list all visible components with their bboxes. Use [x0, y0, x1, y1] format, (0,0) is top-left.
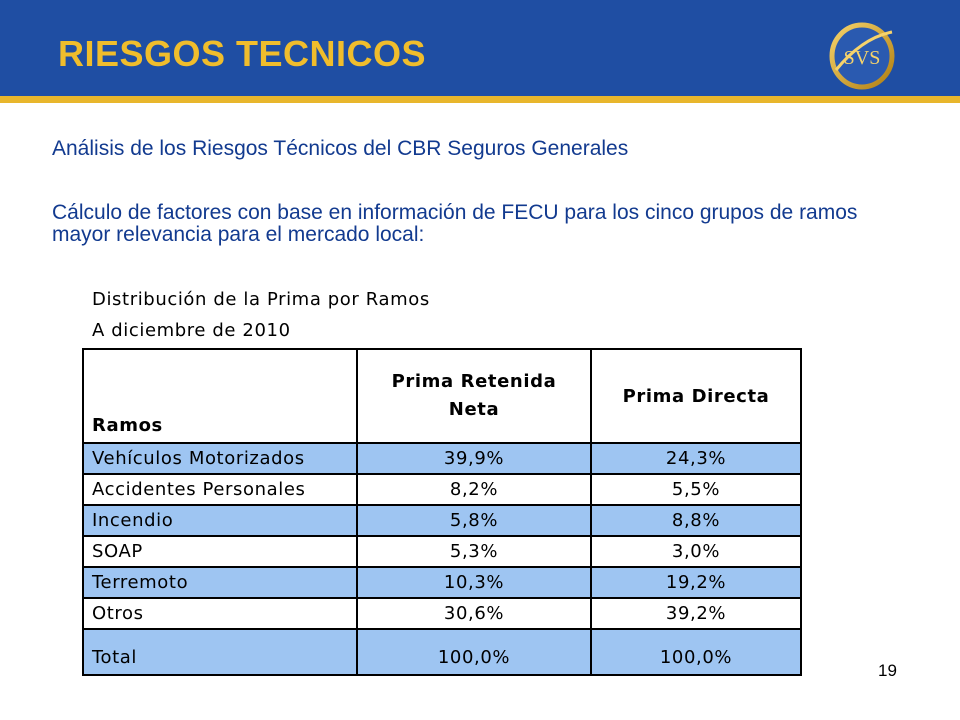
- cell-prima-directa: 5,5%: [591, 474, 801, 505]
- cell-ramo: Incendio: [83, 505, 357, 536]
- cell-total-label: Total: [83, 629, 357, 675]
- cell-prima-retenida: 5,8%: [357, 505, 591, 536]
- header-prima-directa: Prima Directa: [591, 349, 801, 443]
- cell-prima-retenida: 30,6%: [357, 598, 591, 629]
- cell-prima-retenida: 5,3%: [357, 536, 591, 567]
- table-caption-title: Distribución de la Prima por Ramos: [92, 289, 430, 310]
- header-ramos: Ramos: [83, 349, 357, 443]
- cell-prima-retenida: 39,9%: [357, 443, 591, 474]
- cell-total-retenida: 100,0%: [357, 629, 591, 675]
- cell-prima-directa: 24,3%: [591, 443, 801, 474]
- cell-prima-retenida: 8,2%: [357, 474, 591, 505]
- header-prima-retenida-line1: Prima Retenida: [391, 371, 557, 392]
- header-prima-retenida-line2: Neta: [448, 399, 500, 420]
- cell-ramo: Terremoto: [83, 567, 357, 598]
- cell-prima-directa: 19,2%: [591, 567, 801, 598]
- table-header-row: [83, 349, 801, 443]
- table-row: [83, 567, 801, 598]
- cell-ramo: Vehículos Motorizados: [83, 443, 357, 474]
- cell-prima-retenida: 10,3%: [357, 567, 591, 598]
- table-row: [83, 505, 801, 536]
- cell-ramo: Otros: [83, 598, 357, 629]
- slide-subtitle: Análisis de los Riesgos Técnicos del CBR Seguros Generales: [52, 137, 629, 160]
- slide-paragraph: Cálculo de factores con base en información de FECU para los cinco grupos de ramos mayor relevancia para el mercado local:: [52, 201, 858, 246]
- premium-distribution-table: [82, 348, 802, 676]
- page-number: 19: [878, 661, 897, 680]
- table-total-row: [83, 629, 801, 675]
- logo-text: SVS: [843, 47, 881, 69]
- page-title: RIESGOS TECNICOS: [58, 33, 427, 74]
- svs-logo: [822, 18, 902, 90]
- cell-prima-directa: 39,2%: [591, 598, 801, 629]
- cell-ramo: Accidentes Personales: [83, 474, 357, 505]
- table-row: [83, 598, 801, 629]
- table-row: [83, 474, 801, 505]
- header-prima-retenida: [357, 349, 591, 443]
- header-divider: [0, 96, 960, 103]
- cell-total-directa: 100,0%: [591, 629, 801, 675]
- table-caption-date: A diciembre de 2010: [92, 320, 291, 341]
- cell-ramo: SOAP: [83, 536, 357, 567]
- cell-prima-directa: 8,8%: [591, 505, 801, 536]
- table-row: [83, 443, 801, 474]
- cell-prima-directa: 3,0%: [591, 536, 801, 567]
- table-row: [83, 536, 801, 567]
- header-bar: [0, 0, 960, 96]
